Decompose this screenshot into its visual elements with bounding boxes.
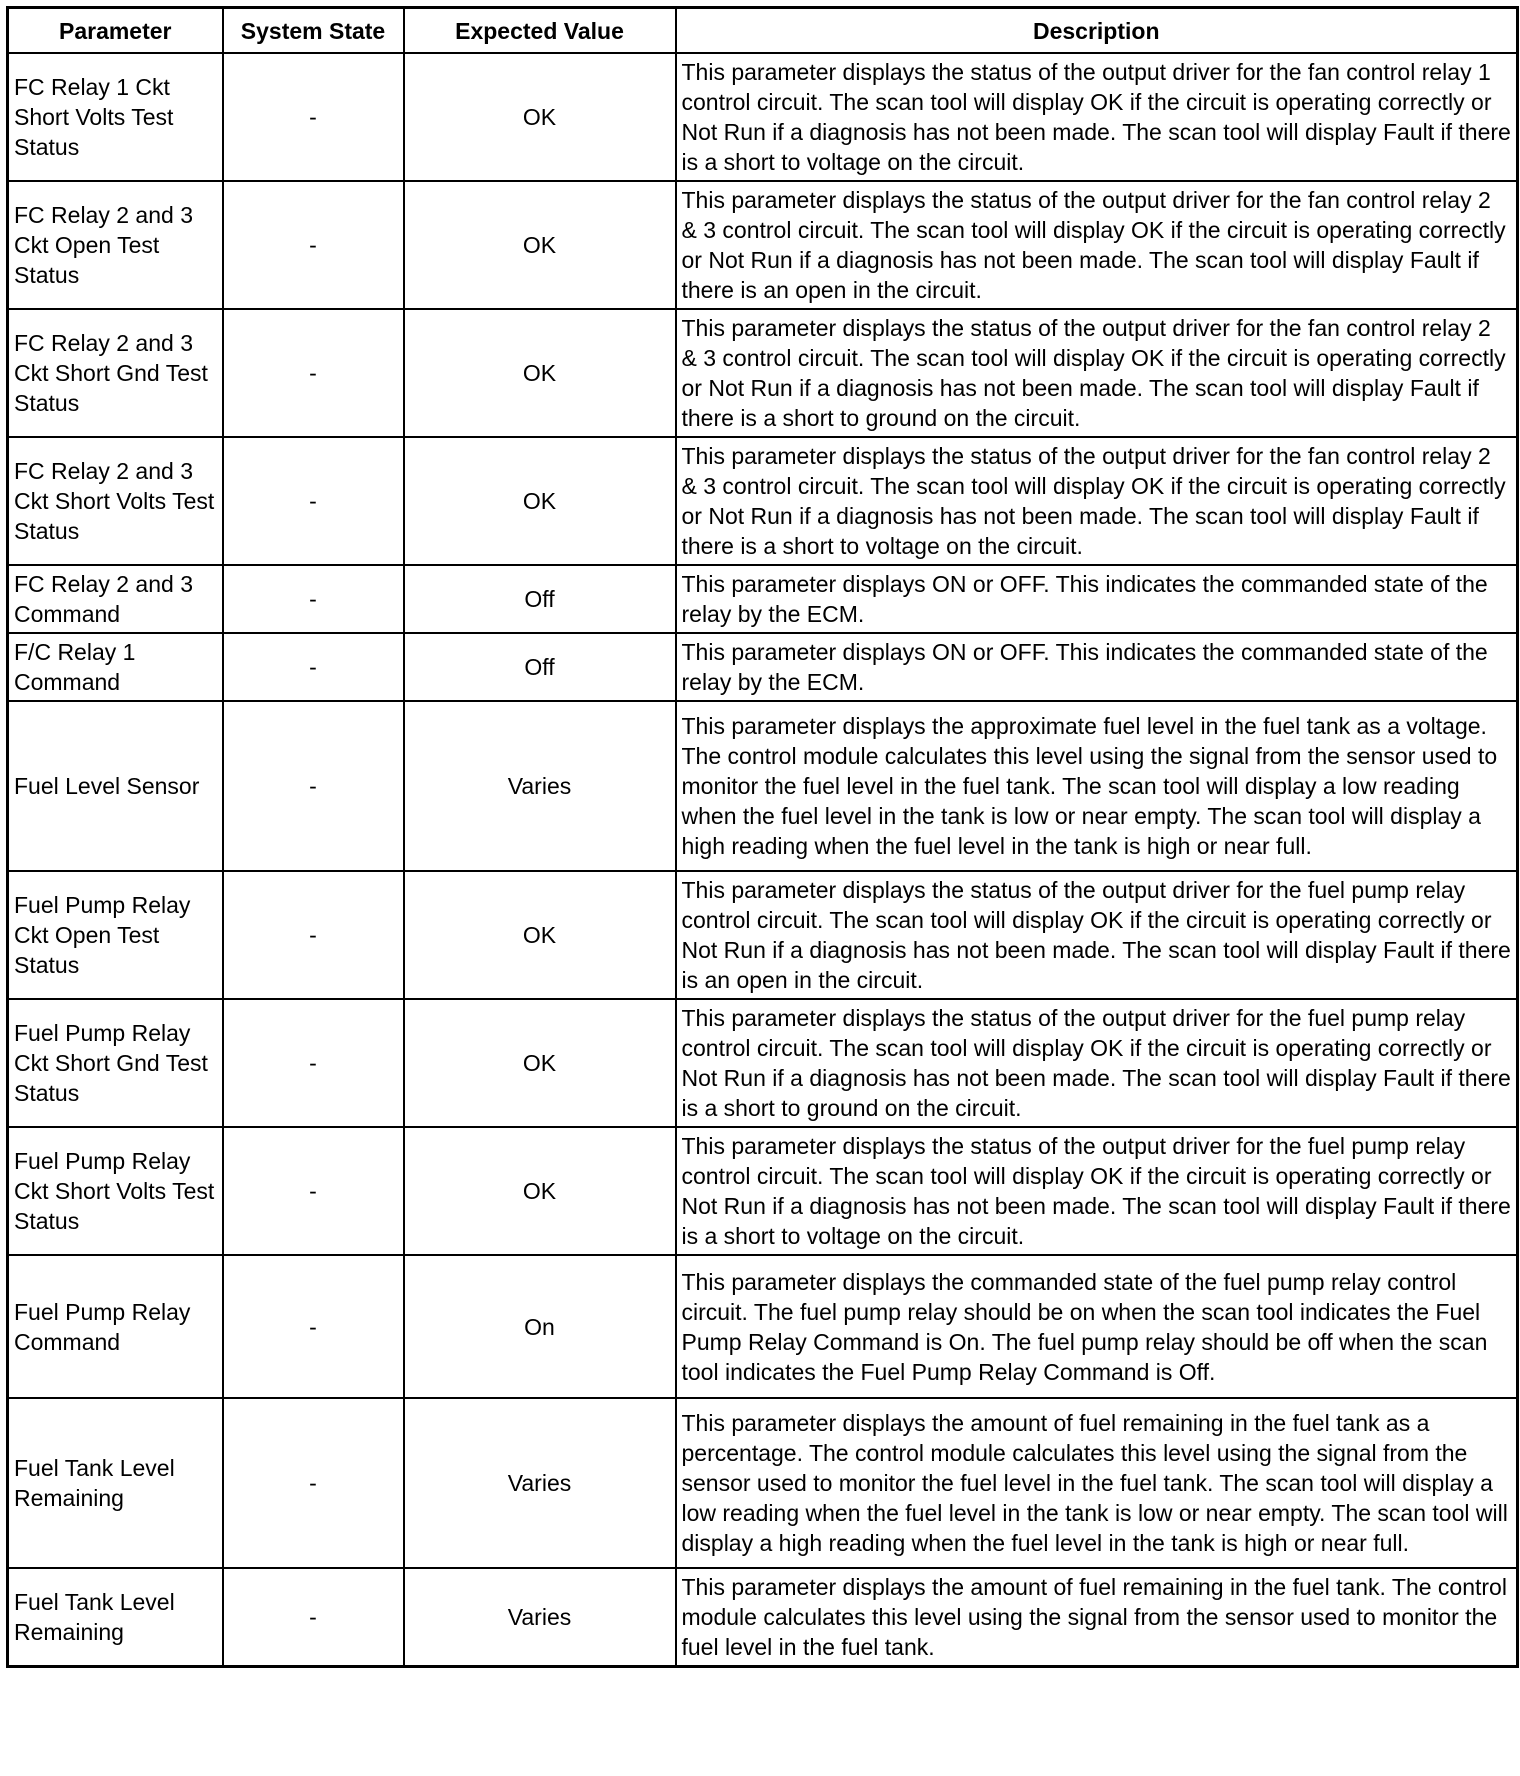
cell-description: This parameter displays the status of the output driver for the fuel pump relay control circuit. The scan tool will display OK if the circuit is operating correctly or Not Run if a diagnosis has not been made. The scan tool will display Fault if there is a short to ground on the circuit. — [676, 999, 1518, 1127]
cell-parameter: FC Relay 1 Ckt Short Volts Test Status — [8, 53, 223, 181]
cell-system-state: - — [223, 1255, 404, 1398]
cell-parameter: FC Relay 2 and 3 Ckt Short Volts Test Status — [8, 437, 223, 565]
cell-description: This parameter displays the status of the output driver for the fan control relay 1 control circuit. The scan tool will display OK if the circuit is operating correctly or Not Run if a diagnosis has not been made. The scan tool will display Fault if there is a short to voltage on the circuit. — [676, 53, 1518, 181]
table-row — [8, 1255, 1518, 1398]
cell-system-state: - — [223, 633, 404, 701]
cell-expected-value: Off — [404, 565, 676, 633]
cell-system-state: - — [223, 701, 404, 871]
header-expected-value: Expected Value — [404, 8, 676, 54]
table-row — [8, 1568, 1518, 1667]
cell-description: This parameter displays the commanded state of the fuel pump relay control circuit. The fuel pump relay should be on when the scan tool indicates the Fuel Pump Relay Command is On. The fuel pump relay should be off when the scan tool indicates the Fuel Pump Relay Command is Off. — [676, 1255, 1518, 1398]
cell-parameter: Fuel Pump Relay Ckt Short Volts Test Status — [8, 1127, 223, 1255]
cell-description: This parameter displays the status of the output driver for the fuel pump relay control circuit. The scan tool will display OK if the circuit is operating correctly or Not Run if a diagnosis has not been made. The scan tool will display Fault if there is an open in the circuit. — [676, 871, 1518, 999]
cell-system-state: - — [223, 871, 404, 999]
cell-description: This parameter displays the approximate fuel level in the fuel tank as a voltage. The control module calculates this level using the signal from the sensor used to monitor the fuel level in the fuel tank. The scan tool will display a low reading when the fuel level in the tank is low or near empty. The scan tool will display a high reading when the fuel level in the tank is high or near full. — [676, 701, 1518, 871]
cell-parameter: FC Relay 2 and 3 Ckt Short Gnd Test Status — [8, 309, 223, 437]
cell-parameter: Fuel Tank Level Remaining — [8, 1398, 223, 1568]
table-row — [8, 1398, 1518, 1568]
cell-system-state: - — [223, 181, 404, 309]
cell-description: This parameter displays the amount of fuel remaining in the fuel tank as a percentage. The control module calculates this level using the signal from the sensor used to monitor the fuel level in the fuel tank. The scan tool will display a low reading when the fuel level in the tank is low or near empty. The scan tool will display a high reading when the fuel level in the tank is high or near full. — [676, 1398, 1518, 1568]
cell-description: This parameter displays the status of the output driver for the fan control relay 2 & 3 control circuit. The scan tool will display OK if the circuit is operating correctly or Not Run if a diagnosis has not been made. The scan tool will display Fault if there is a short to voltage on the circuit. — [676, 437, 1518, 565]
table-row — [8, 871, 1518, 999]
cell-description: This parameter displays the status of the output driver for the fan control relay 2 & 3 control circuit. The scan tool will display OK if the circuit is operating correctly or Not Run if a diagnosis has not been made. The scan tool will display Fault if there is a short to ground on the circuit. — [676, 309, 1518, 437]
table-row — [8, 181, 1518, 309]
cell-system-state: - — [223, 1127, 404, 1255]
cell-parameter: F/C Relay 1 Command — [8, 633, 223, 701]
cell-expected-value: On — [404, 1255, 676, 1398]
header-description: Description — [676, 8, 1518, 54]
cell-system-state: - — [223, 437, 404, 565]
cell-expected-value: OK — [404, 999, 676, 1127]
cell-parameter: Fuel Tank Level Remaining — [8, 1568, 223, 1667]
table-row — [8, 999, 1518, 1127]
cell-parameter: FC Relay 2 and 3 Ckt Open Test Status — [8, 181, 223, 309]
cell-expected-value: Varies — [404, 1398, 676, 1568]
cell-system-state: - — [223, 999, 404, 1127]
cell-expected-value: Off — [404, 633, 676, 701]
cell-system-state: - — [223, 1568, 404, 1667]
cell-description: This parameter displays ON or OFF. This indicates the commanded state of the relay by the ECM. — [676, 565, 1518, 633]
cell-expected-value: Varies — [404, 1568, 676, 1667]
cell-system-state: - — [223, 1398, 404, 1568]
cell-expected-value: OK — [404, 871, 676, 999]
cell-description: This parameter displays the status of the output driver for the fan control relay 2 & 3 control circuit. The scan tool will display OK if the circuit is operating correctly or Not Run if a diagnosis has not been made. The scan tool will display Fault if there is an open in the circuit. — [676, 181, 1518, 309]
table-row — [8, 309, 1518, 437]
cell-parameter: Fuel Pump Relay Command — [8, 1255, 223, 1398]
cell-description: This parameter displays the status of the output driver for the fuel pump relay control circuit. The scan tool will display OK if the circuit is operating correctly or Not Run if a diagnosis has not been made. The scan tool will display Fault if there is a short to voltage on the circuit. — [676, 1127, 1518, 1255]
cell-parameter: FC Relay 2 and 3 Command — [8, 565, 223, 633]
cell-expected-value: OK — [404, 53, 676, 181]
header-parameter: Parameter — [8, 8, 223, 54]
cell-expected-value: OK — [404, 1127, 676, 1255]
table-row — [8, 701, 1518, 871]
table-row — [8, 1127, 1518, 1255]
header-system-state: System State — [223, 8, 404, 54]
cell-expected-value: OK — [404, 309, 676, 437]
table-row — [8, 53, 1518, 181]
cell-parameter: Fuel Pump Relay Ckt Short Gnd Test Status — [8, 999, 223, 1127]
cell-system-state: - — [223, 565, 404, 633]
table-header-row — [8, 8, 1518, 54]
cell-description: This parameter displays ON or OFF. This indicates the commanded state of the relay by the ECM. — [676, 633, 1518, 701]
cell-expected-value: Varies — [404, 701, 676, 871]
cell-parameter: Fuel Level Sensor — [8, 701, 223, 871]
cell-parameter: Fuel Pump Relay Ckt Open Test Status — [8, 871, 223, 999]
table-row — [8, 565, 1518, 633]
cell-expected-value: OK — [404, 437, 676, 565]
table-row — [8, 437, 1518, 565]
cell-description: This parameter displays the amount of fuel remaining in the fuel tank. The control module calculates this level using the signal from the sensor used to monitor the fuel level in the fuel tank. — [676, 1568, 1518, 1667]
cell-expected-value: OK — [404, 181, 676, 309]
parameter-table — [6, 6, 1519, 1668]
cell-system-state: - — [223, 53, 404, 181]
cell-system-state: - — [223, 309, 404, 437]
table-row — [8, 633, 1518, 701]
